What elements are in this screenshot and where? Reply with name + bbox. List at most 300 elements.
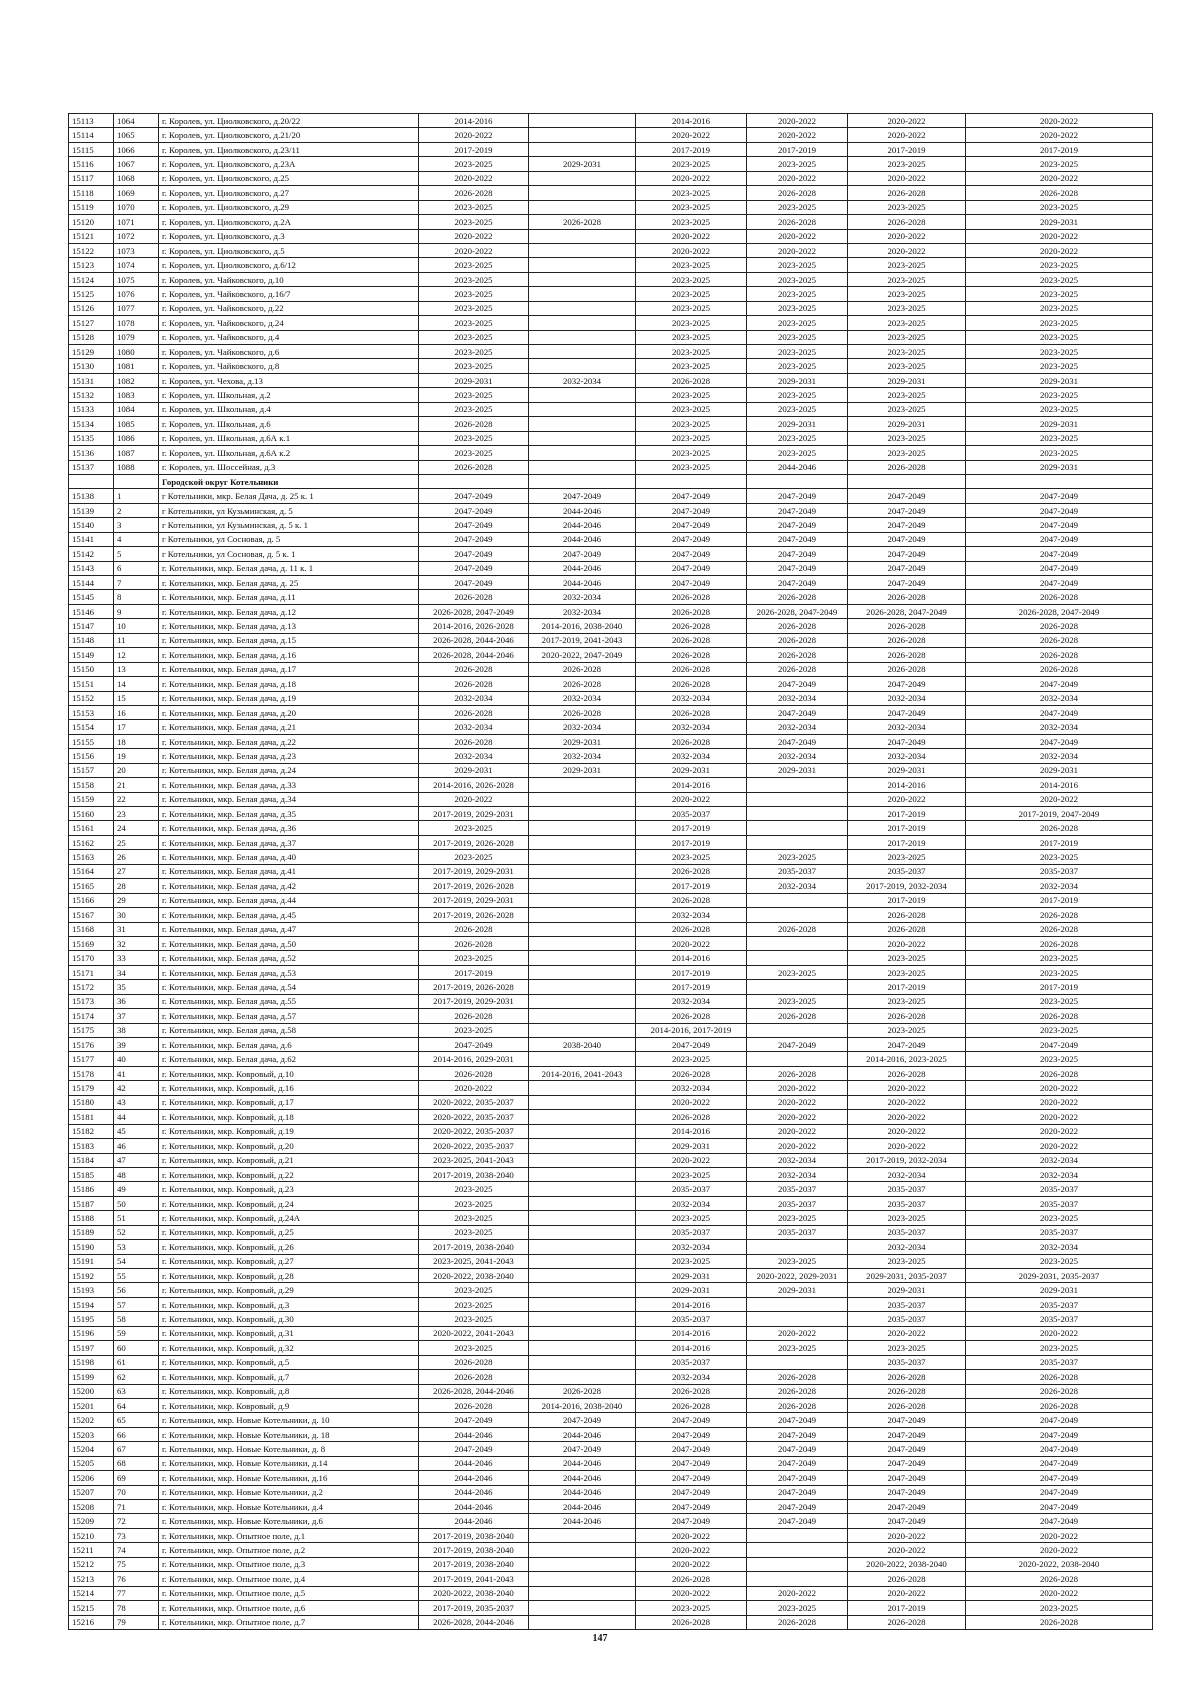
item-number-cell: 57 xyxy=(114,1297,159,1311)
table-row xyxy=(69,1471,1153,1485)
period-cell: 2023-2025 xyxy=(848,431,966,445)
period-cell xyxy=(747,1543,848,1557)
period-cell: 2023-2025 xyxy=(848,388,966,402)
period-cell: 2029-2031 xyxy=(747,1283,848,1297)
address-cell: г. Королев, ул. Школьная, д.6А к.2 xyxy=(159,446,419,460)
period-cell: 2017-2019, 2041-2043 xyxy=(529,633,636,647)
address-cell: г. Котельники, мкр. Ковровый, д.25 xyxy=(159,1225,419,1239)
address-cell: г. Котельники, мкр. Белая дача, д.44 xyxy=(159,893,419,907)
item-number-cell: 16 xyxy=(114,705,159,719)
item-number-cell: 62 xyxy=(114,1370,159,1384)
row-number-cell: 15204 xyxy=(69,1442,114,1456)
period-cell: 2020-2022, 2035-2037 xyxy=(419,1110,529,1124)
period-cell: 2047-2049 xyxy=(848,1500,966,1514)
period-cell: 2023-2025 xyxy=(966,431,1153,445)
period-cell: 2032-2034 xyxy=(966,879,1153,893)
period-cell: 2017-2019, 2029-2031 xyxy=(419,807,529,821)
period-cell: 2014-2016 xyxy=(636,1297,747,1311)
period-cell: 2047-2049 xyxy=(529,489,636,503)
period-cell xyxy=(529,1153,636,1167)
table-row xyxy=(69,518,1153,532)
period-cell xyxy=(747,980,848,994)
address-cell: г. Котельники, мкр. Белая дача, д.35 xyxy=(159,807,419,821)
period-cell: 2047-2049 xyxy=(848,705,966,719)
period-cell: 2026-2028 xyxy=(747,590,848,604)
period-cell: 2020-2022 xyxy=(747,1326,848,1340)
period-cell xyxy=(747,474,848,488)
period-cell: 2023-2025 xyxy=(419,1283,529,1297)
period-cell xyxy=(529,258,636,272)
period-cell: 2026-2028 xyxy=(419,1355,529,1369)
item-number-cell: 4 xyxy=(114,532,159,546)
row-number-cell: 15216 xyxy=(69,1615,114,1629)
period-cell: 2047-2049 xyxy=(966,1471,1153,1485)
item-number-cell: 13 xyxy=(114,662,159,676)
period-cell: 2014-2016, 2041-2043 xyxy=(529,1066,636,1080)
period-cell: 2047-2049 xyxy=(747,1442,848,1456)
period-cell: 2047-2049 xyxy=(636,1413,747,1427)
item-number-cell: 36 xyxy=(114,994,159,1008)
period-cell: 2020-2022 xyxy=(636,936,747,950)
period-cell: 2047-2049 xyxy=(966,532,1153,546)
period-cell xyxy=(529,200,636,214)
row-number-cell: 15120 xyxy=(69,215,114,229)
item-number-cell: 40 xyxy=(114,1052,159,1066)
period-cell: 2035-2037 xyxy=(966,864,1153,878)
period-cell: 2023-2025 xyxy=(419,850,529,864)
period-cell: 2026-2028 xyxy=(848,922,966,936)
row-number-cell: 15186 xyxy=(69,1182,114,1196)
period-cell: 2032-2034 xyxy=(966,1153,1153,1167)
period-cell: 2023-2025 xyxy=(636,388,747,402)
item-number-cell: 10 xyxy=(114,619,159,633)
period-cell: 2023-2025 xyxy=(848,200,966,214)
period-cell: 2047-2049 xyxy=(529,1442,636,1456)
address-cell: г. Котельники, мкр. Белая дача, д.6 xyxy=(159,1038,419,1052)
row-number-cell: 15123 xyxy=(69,258,114,272)
period-cell xyxy=(529,1572,636,1586)
table-row xyxy=(69,936,1153,950)
period-cell: 2038-2040 xyxy=(529,1038,636,1052)
address-cell: г. Котельники, мкр. Белая дача, д.37 xyxy=(159,835,419,849)
row-number-cell: 15161 xyxy=(69,821,114,835)
period-cell: 2026-2028 xyxy=(848,1009,966,1023)
period-cell: 2026-2028 xyxy=(848,633,966,647)
item-number-cell: 1065 xyxy=(114,128,159,142)
period-cell xyxy=(747,778,848,792)
period-cell: 2023-2025 xyxy=(636,431,747,445)
item-number-cell: 30 xyxy=(114,908,159,922)
row-number-cell xyxy=(69,474,114,488)
period-cell: 2044-2046 xyxy=(529,1500,636,1514)
period-cell: 2017-2019 xyxy=(848,807,966,821)
table-row xyxy=(69,1485,1153,1499)
period-cell: 2026-2028 xyxy=(848,908,966,922)
period-cell: 2047-2049 xyxy=(636,1427,747,1441)
period-cell: 2026-2028 xyxy=(419,1398,529,1412)
period-cell xyxy=(529,330,636,344)
table-row xyxy=(69,345,1153,359)
period-cell: 2023-2025 xyxy=(747,1254,848,1268)
table-row xyxy=(69,604,1153,618)
period-cell: 2029-2031 xyxy=(966,763,1153,777)
period-cell: 2023-2025 xyxy=(848,951,966,965)
period-cell: 2047-2049 xyxy=(848,1485,966,1499)
address-cell: г Котельники, ул Кузьминская, д. 5 к. 1 xyxy=(159,518,419,532)
period-cell: 2047-2049 xyxy=(966,547,1153,561)
row-number-cell: 15208 xyxy=(69,1500,114,1514)
address-cell: г. Котельники, мкр. Ковровый, д.19 xyxy=(159,1124,419,1138)
period-cell: 2017-2019, 2032-2034 xyxy=(848,1153,966,1167)
table-row xyxy=(69,272,1153,286)
period-cell: 2044-2046 xyxy=(419,1456,529,1470)
item-number-cell: 1088 xyxy=(114,460,159,474)
row-number-cell: 15196 xyxy=(69,1326,114,1340)
address-cell: г. Королев, ул. Циолковского, д.5 xyxy=(159,243,419,257)
period-cell: 2026-2028, 2044-2046 xyxy=(419,633,529,647)
period-cell: 2020-2022 xyxy=(636,171,747,185)
period-cell: 2029-2031 xyxy=(848,763,966,777)
period-cell: 2044-2046 xyxy=(419,1471,529,1485)
row-number-cell: 15171 xyxy=(69,965,114,979)
row-number-cell: 15166 xyxy=(69,893,114,907)
period-cell xyxy=(529,980,636,994)
period-cell: 2023-2025 xyxy=(966,446,1153,460)
address-cell: г. Королев, ул. Циолковского, д.6/12 xyxy=(159,258,419,272)
period-cell: 2023-2025 xyxy=(848,402,966,416)
period-cell: 2032-2034 xyxy=(529,604,636,618)
period-cell: 2026-2028 xyxy=(636,705,747,719)
period-cell: 2020-2022 xyxy=(636,1095,747,1109)
row-number-cell: 15142 xyxy=(69,547,114,561)
period-cell: 2023-2025 xyxy=(747,1341,848,1355)
period-cell: 2026-2028 xyxy=(966,1384,1153,1398)
period-cell: 2047-2049 xyxy=(747,1471,848,1485)
period-cell: 2023-2025 xyxy=(419,287,529,301)
period-cell: 2026-2028 xyxy=(848,1572,966,1586)
period-cell: 2020-2022 xyxy=(848,1326,966,1340)
period-cell: 2017-2019, 2038-2040 xyxy=(419,1557,529,1571)
period-cell: 2023-2025 xyxy=(966,850,1153,864)
row-number-cell: 15128 xyxy=(69,330,114,344)
item-number-cell: 1085 xyxy=(114,417,159,431)
period-cell: 2032-2034 xyxy=(966,1167,1153,1181)
address-cell: г. Королев, ул. Чайковского, д.8 xyxy=(159,359,419,373)
address-cell: г. Котельники, мкр. Ковровый, д.7 xyxy=(159,1370,419,1384)
period-cell: 2029-2031 xyxy=(419,763,529,777)
address-cell: г. Королев, ул. Циолковского, д.20/22 xyxy=(159,114,419,128)
period-cell: 2047-2049 xyxy=(747,1413,848,1427)
period-cell: 2020-2022 xyxy=(848,1528,966,1542)
period-cell: 2032-2034 xyxy=(747,691,848,705)
period-cell: 2026-2028 xyxy=(529,677,636,691)
item-number-cell: 1064 xyxy=(114,114,159,128)
period-cell xyxy=(529,879,636,893)
address-cell: г. Котельники, мкр. Белая дача, д.41 xyxy=(159,864,419,878)
period-cell: 2047-2049 xyxy=(966,1038,1153,1052)
period-cell: 2020-2022 xyxy=(636,243,747,257)
period-cell: 2026-2028 xyxy=(636,633,747,647)
period-cell: 2023-2025 xyxy=(848,345,966,359)
table-row xyxy=(69,1341,1153,1355)
period-cell: 2017-2019, 2026-2028 xyxy=(419,879,529,893)
period-cell: 2020-2022 xyxy=(747,1095,848,1109)
period-cell: 2026-2028 xyxy=(966,936,1153,950)
period-cell: 2047-2049 xyxy=(636,1500,747,1514)
address-cell: г. Котельники, мкр. Белая дача, д.36 xyxy=(159,821,419,835)
item-number-cell: 1069 xyxy=(114,186,159,200)
address-cell: г. Котельники, мкр. Ковровый, д.21 xyxy=(159,1153,419,1167)
period-cell: 2026-2028 xyxy=(636,648,747,662)
period-cell: 2026-2028 xyxy=(747,215,848,229)
row-number-cell: 15177 xyxy=(69,1052,114,1066)
period-cell: 2047-2049 xyxy=(747,503,848,517)
period-cell: 2026-2028, 2044-2046 xyxy=(419,1615,529,1629)
period-cell: 2029-2031 xyxy=(966,373,1153,387)
address-cell: г. Королев, ул. Чехова, д.13 xyxy=(159,373,419,387)
period-cell xyxy=(529,114,636,128)
address-cell: г. Котельники, мкр. Белая дача, д.20 xyxy=(159,705,419,719)
period-cell: 2047-2049 xyxy=(966,561,1153,575)
period-cell: 2047-2049 xyxy=(747,1485,848,1499)
period-cell: 2026-2028 xyxy=(966,1572,1153,1586)
table-row xyxy=(69,316,1153,330)
period-cell: 2017-2019 xyxy=(419,965,529,979)
item-number-cell: 66 xyxy=(114,1427,159,1441)
period-cell xyxy=(747,1557,848,1571)
period-cell: 2023-2025 xyxy=(747,431,848,445)
period-cell: 2023-2025 xyxy=(966,1601,1153,1615)
period-cell xyxy=(529,850,636,864)
address-cell: г. Котельники, мкр. Белая дача, д.58 xyxy=(159,1023,419,1037)
period-cell: 2017-2019, 2029-2031 xyxy=(419,893,529,907)
table-row xyxy=(69,980,1153,994)
period-cell: 2023-2025 xyxy=(848,1341,966,1355)
table-row xyxy=(69,965,1153,979)
period-cell: 2023-2025 xyxy=(636,402,747,416)
period-cell: 2026-2028 xyxy=(747,662,848,676)
period-cell: 2017-2019 xyxy=(848,893,966,907)
period-cell: 2020-2022 xyxy=(848,229,966,243)
row-number-cell: 15148 xyxy=(69,633,114,647)
period-cell: 2047-2049 xyxy=(636,1514,747,1528)
period-cell: 2029-2031 xyxy=(747,763,848,777)
address-cell: г. Котельники, мкр. Белая дача, д.50 xyxy=(159,936,419,950)
period-cell: 2020-2022, 2035-2037 xyxy=(419,1095,529,1109)
period-cell: 2047-2049 xyxy=(966,1456,1153,1470)
period-cell: 2047-2049 xyxy=(966,1514,1153,1528)
period-cell: 2023-2025 xyxy=(747,316,848,330)
period-cell: 2047-2049 xyxy=(636,1456,747,1470)
period-cell: 2026-2028 xyxy=(419,590,529,604)
period-cell: 2020-2022 xyxy=(419,792,529,806)
period-cell xyxy=(529,388,636,402)
item-number-cell: 35 xyxy=(114,980,159,994)
period-cell: 2020-2022, 2038-2040 xyxy=(419,1586,529,1600)
period-cell: 2047-2049 xyxy=(419,489,529,503)
row-number-cell: 15159 xyxy=(69,792,114,806)
period-cell: 2023-2025 xyxy=(848,446,966,460)
item-number-cell: 1080 xyxy=(114,345,159,359)
period-cell: 2044-2046 xyxy=(529,1471,636,1485)
period-cell xyxy=(848,474,966,488)
table-row xyxy=(69,474,1153,488)
period-cell: 2023-2025 xyxy=(966,359,1153,373)
item-number-cell: 58 xyxy=(114,1312,159,1326)
period-cell: 2047-2049 xyxy=(636,547,747,561)
table-row xyxy=(69,1370,1153,1384)
row-number-cell: 15173 xyxy=(69,994,114,1008)
period-cell: 2026-2028 xyxy=(419,705,529,719)
period-cell: 2020-2022 xyxy=(848,171,966,185)
period-cell: 2026-2028 xyxy=(966,662,1153,676)
period-cell: 2035-2037 xyxy=(636,1182,747,1196)
address-cell: г. Котельники, мкр. Белая дача, д.52 xyxy=(159,951,419,965)
row-number-cell: 15133 xyxy=(69,402,114,416)
row-number-cell: 15127 xyxy=(69,316,114,330)
period-cell xyxy=(747,792,848,806)
period-cell: 2023-2025 xyxy=(636,359,747,373)
item-number-cell: 14 xyxy=(114,677,159,691)
item-number-cell: 33 xyxy=(114,951,159,965)
period-cell: 2014-2016, 2017-2019 xyxy=(636,1023,747,1037)
address-cell: г. Королев, ул. Циолковского, д.23А xyxy=(159,157,419,171)
table-row xyxy=(69,1442,1153,1456)
period-cell: 2047-2049 xyxy=(636,1485,747,1499)
period-cell: 2020-2022 xyxy=(419,1081,529,1095)
period-cell: 2023-2025 xyxy=(848,359,966,373)
period-cell: 2047-2049 xyxy=(848,677,966,691)
item-number-cell: 51 xyxy=(114,1211,159,1225)
period-cell xyxy=(529,345,636,359)
row-number-cell: 15175 xyxy=(69,1023,114,1037)
item-number-cell: 65 xyxy=(114,1413,159,1427)
period-cell: 2047-2049 xyxy=(419,532,529,546)
period-cell: 2023-2025 xyxy=(966,1211,1153,1225)
period-cell xyxy=(529,1283,636,1297)
address-cell: г. Королев, ул. Чайковского, д.6 xyxy=(159,345,419,359)
period-cell xyxy=(747,1528,848,1542)
address-cell: г. Котельники, мкр. Ковровый, д.8 xyxy=(159,1384,419,1398)
period-cell: 2029-2031 xyxy=(636,1269,747,1283)
period-cell: 2047-2049 xyxy=(419,561,529,575)
row-number-cell: 15179 xyxy=(69,1081,114,1095)
address-cell: г. Котельники, мкр. Белая дача, д.23 xyxy=(159,749,419,763)
period-cell xyxy=(529,1052,636,1066)
period-cell: 2020-2022 xyxy=(966,243,1153,257)
table-row xyxy=(69,677,1153,691)
item-number-cell: 28 xyxy=(114,879,159,893)
table-row xyxy=(69,1528,1153,1542)
period-cell: 2023-2025 xyxy=(848,157,966,171)
row-number-cell: 15195 xyxy=(69,1312,114,1326)
row-number-cell: 15160 xyxy=(69,807,114,821)
period-cell: 2020-2022 xyxy=(966,1139,1153,1153)
period-cell: 2026-2028 xyxy=(636,1384,747,1398)
period-cell: 2047-2049 xyxy=(747,1427,848,1441)
period-cell: 2047-2049 xyxy=(848,547,966,561)
period-cell: 2023-2025 xyxy=(966,200,1153,214)
period-cell: 2017-2019 xyxy=(636,879,747,893)
table-row xyxy=(69,1413,1153,1427)
period-cell xyxy=(529,1139,636,1153)
period-cell: 2017-2019 xyxy=(848,835,966,849)
period-cell: 2026-2028 xyxy=(636,1066,747,1080)
row-number-cell: 15122 xyxy=(69,243,114,257)
period-cell: 2023-2025 xyxy=(848,287,966,301)
table-row xyxy=(69,705,1153,719)
period-cell: 2023-2025 xyxy=(419,359,529,373)
period-cell xyxy=(529,171,636,185)
period-cell: 2023-2025 xyxy=(848,330,966,344)
period-cell: 2026-2028 xyxy=(747,1384,848,1398)
period-cell: 2047-2049 xyxy=(848,1038,966,1052)
row-number-cell: 15141 xyxy=(69,532,114,546)
period-cell xyxy=(747,1240,848,1254)
period-cell: 2026-2028 xyxy=(636,373,747,387)
row-number-cell: 15115 xyxy=(69,142,114,156)
period-cell: 2047-2049 xyxy=(747,677,848,691)
period-cell: 2047-2049 xyxy=(747,1514,848,1528)
period-cell xyxy=(529,287,636,301)
period-cell: 2047-2049 xyxy=(636,518,747,532)
period-cell: 2047-2049 xyxy=(966,734,1153,748)
period-cell: 2047-2049 xyxy=(747,1456,848,1470)
document-sheet xyxy=(68,113,1152,1630)
period-cell: 2020-2022 xyxy=(747,1586,848,1600)
period-cell: 2032-2034 xyxy=(848,720,966,734)
section-heading-cell: Городской округ Котельники xyxy=(159,474,419,488)
table-row xyxy=(69,200,1153,214)
period-cell: 2026-2028 xyxy=(636,922,747,936)
item-number-cell: 17 xyxy=(114,720,159,734)
item-number-cell: 1076 xyxy=(114,287,159,301)
period-cell: 2020-2022 xyxy=(966,229,1153,243)
address-cell: г. Котельники, мкр. Белая дача, д.42 xyxy=(159,879,419,893)
period-cell: 2023-2025 xyxy=(848,301,966,315)
table-row xyxy=(69,1615,1153,1629)
item-number-cell xyxy=(114,474,159,488)
item-number-cell: 63 xyxy=(114,1384,159,1398)
row-number-cell: 15145 xyxy=(69,590,114,604)
address-cell: г. Котельники, мкр. Белая дача, д.62 xyxy=(159,1052,419,1066)
address-cell: г. Королев, ул. Школьная, д.2 xyxy=(159,388,419,402)
table-row xyxy=(69,734,1153,748)
period-cell: 2026-2028 xyxy=(636,1009,747,1023)
period-cell: 2032-2034 xyxy=(747,1153,848,1167)
table-row xyxy=(69,720,1153,734)
table-row xyxy=(69,460,1153,474)
table-row xyxy=(69,446,1153,460)
table-row xyxy=(69,1514,1153,1528)
period-cell xyxy=(529,272,636,286)
period-cell: 2023-2025 xyxy=(419,157,529,171)
table-body xyxy=(69,114,1153,1630)
item-number-cell: 41 xyxy=(114,1066,159,1080)
row-number-cell: 15185 xyxy=(69,1167,114,1181)
table-row xyxy=(69,1182,1153,1196)
table-row xyxy=(69,561,1153,575)
period-cell: 2035-2037 xyxy=(747,864,848,878)
period-cell: 2023-2025 xyxy=(636,1254,747,1268)
period-cell: 2026-2028 xyxy=(636,662,747,676)
period-cell: 2020-2022 xyxy=(636,1543,747,1557)
address-cell: г. Котельники, мкр. Ковровый, д.16 xyxy=(159,1081,419,1095)
period-cell: 2023-2025 xyxy=(419,1182,529,1196)
period-cell: 2026-2028 xyxy=(419,936,529,950)
item-number-cell: 29 xyxy=(114,893,159,907)
item-number-cell: 1086 xyxy=(114,431,159,445)
